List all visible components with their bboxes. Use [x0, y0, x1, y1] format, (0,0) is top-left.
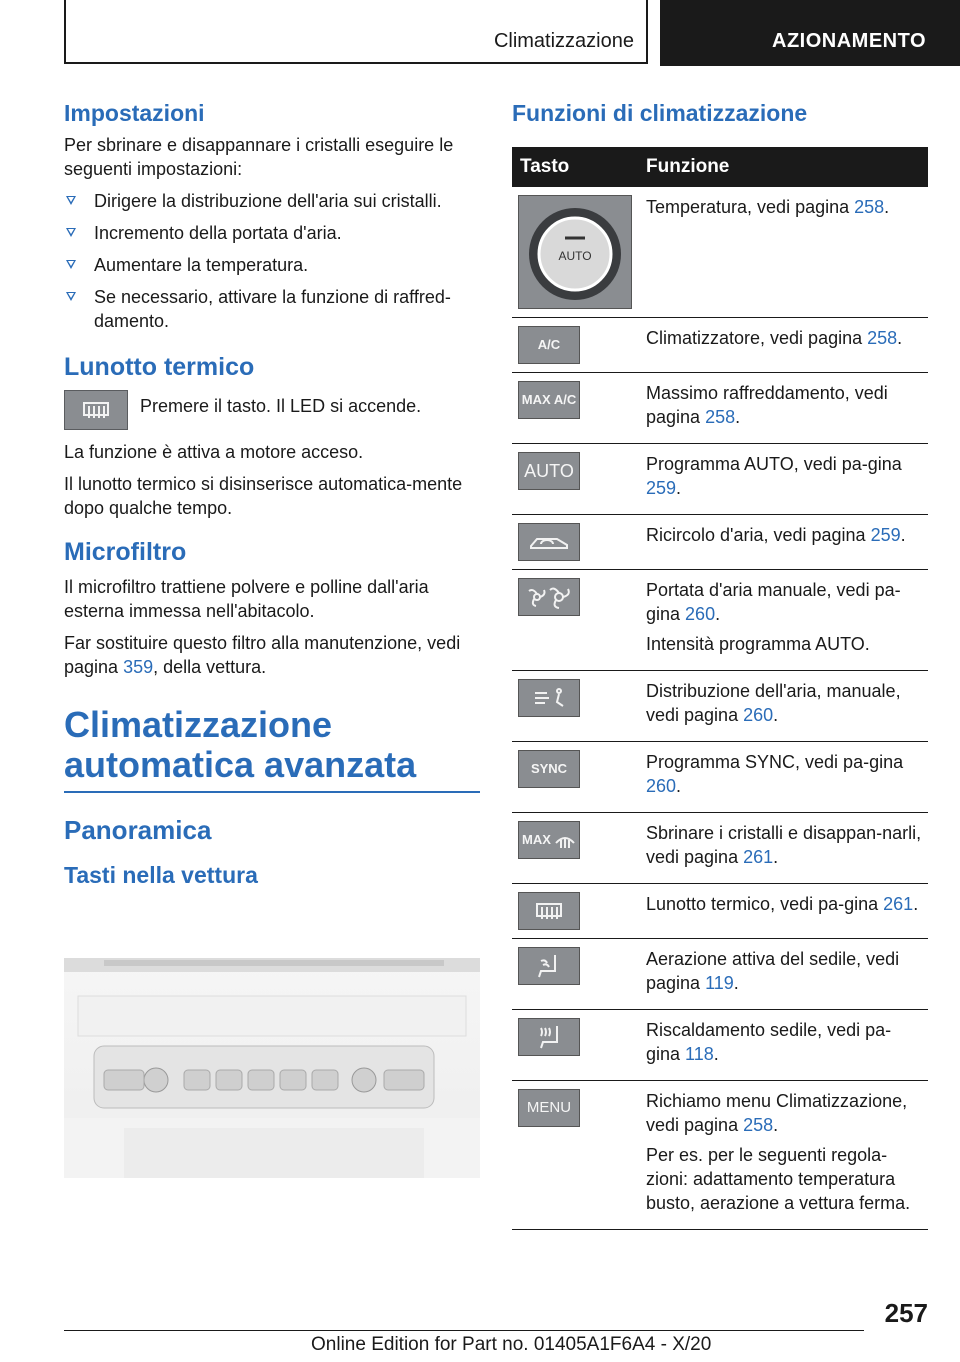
triangle-bullet-icon: [66, 228, 76, 237]
row-text: Aerazione attiva del sedile, vedi pagina 119.: [646, 949, 900, 993]
climate-panel-photo: [64, 958, 480, 1178]
functions-table: [512, 147, 928, 1230]
row-text: Ricircolo d'aria, vedi pagina 259.: [646, 525, 906, 545]
header-section-box: [64, 0, 648, 64]
microfiltro-p2: Far sostituire questo filtro alla manutenzione, vedi pagina 359, della vettura.: [64, 633, 461, 677]
page-link[interactable]: 119: [705, 973, 734, 993]
table-heading: Funzioni di climatizzazione: [512, 100, 808, 126]
sync-button-icon: SYNC: [518, 750, 580, 788]
chapter-label: AZIONAMENTO: [772, 30, 927, 52]
triangle-bullet-icon: [66, 196, 76, 205]
table-row: [512, 1010, 928, 1081]
tasti-heading: Tasti nella vettura: [64, 862, 258, 888]
panoramica-heading: Panoramica: [64, 815, 212, 845]
table-row: [512, 373, 928, 444]
page-link[interactable]: 260: [743, 705, 774, 725]
table-row: [512, 813, 928, 884]
list-item: Incremento della portata d'aria.: [64, 221, 480, 245]
page-link[interactable]: 258: [743, 1115, 774, 1135]
row-text: Temperatura, vedi pagina 258.: [646, 197, 890, 217]
table-row: [512, 444, 928, 515]
microfiltro-p1: Il microfiltro trattiene polvere e polline dall'aria esterna immessa nell'abitacolo.: [64, 577, 429, 621]
page-link[interactable]: 260: [685, 604, 716, 624]
list-item: Aumentare la temperatura.: [64, 253, 480, 277]
page-link[interactable]: 359: [123, 657, 154, 677]
lunotto-p1: La funzione è attiva a motore acceso.: [64, 442, 364, 462]
footer-divider: [64, 1330, 864, 1331]
page-link[interactable]: 260: [646, 776, 677, 796]
table-header-row: [512, 147, 928, 187]
lunotto-heading: Lunotto termico: [64, 353, 255, 381]
page-link[interactable]: 259: [646, 478, 677, 498]
rear-defrost-icon: [64, 390, 128, 430]
row-text: Lunotto termico, vedi pa-gina 261.: [646, 894, 919, 914]
auto-button-icon: AUTO: [518, 452, 580, 490]
edition-footer: Online Edition for Part no. 01405A1F6A4 - X/20: [311, 1334, 712, 1355]
row-text: Programma SYNC, vedi pa-gina 260.: [646, 752, 904, 796]
menu-button-icon: MENU: [518, 1089, 580, 1127]
main-chapter-title: Climatizzazione automatica avanzata: [64, 705, 480, 793]
row-text: Portata d'aria manuale, vedi pa-gina 260.: [646, 580, 901, 624]
fan-speed-icon: [518, 578, 580, 616]
page-link[interactable]: 118: [685, 1044, 714, 1064]
page-link[interactable]: 258: [854, 197, 885, 217]
max-ac-button-icon: MAX A/C: [518, 381, 580, 419]
right-column: [512, 100, 928, 1230]
lunotto-p2: Il lunotto termico si disinserisce automatica-mente dopo qualche tempo.: [64, 474, 463, 518]
left-column: [64, 100, 480, 895]
seat-heating-icon: [518, 1018, 580, 1056]
column-header-key: Tasto: [512, 147, 638, 187]
recirculation-icon: [518, 523, 580, 561]
table-row: [512, 318, 928, 373]
page-link[interactable]: 259: [870, 525, 901, 545]
triangle-bullet-icon: [66, 260, 76, 269]
impostazioni-steps: [64, 189, 480, 333]
table-row: [512, 515, 928, 570]
page-link[interactable]: 261: [883, 894, 914, 914]
row-text: Sbrinare i cristalli e disappan-narli, vedi pagina 261.: [646, 823, 922, 867]
impostazioni-intro: Per sbrinare e disappannare i cristalli eseguire le seguenti impostazioni:: [64, 135, 454, 179]
row-text: Programma AUTO, vedi pa-gina 259.: [646, 454, 902, 498]
page-link[interactable]: 258: [867, 328, 898, 348]
lunotto-button-text: Premere il tasto. Il LED si accende.: [140, 396, 422, 416]
chapter-tab: [660, 0, 960, 66]
max-defrost-icon: MAX: [518, 821, 580, 859]
seat-ventilation-icon: [518, 947, 580, 985]
table-row: [512, 1081, 928, 1230]
table-row: [512, 742, 928, 813]
row-extra-text: Intensità programma AUTO.: [646, 634, 870, 654]
ac-button-icon: A/C: [518, 326, 580, 364]
row-text: Massimo raffreddamento, vedi pagina 258.: [646, 383, 888, 427]
page-link[interactable]: 258: [705, 407, 736, 427]
microfiltro-heading: Microfiltro: [64, 538, 187, 566]
table-row: [512, 884, 928, 939]
triangle-bullet-icon: [66, 292, 76, 301]
section-title: Climatizzazione: [493, 30, 634, 52]
table-row: [512, 671, 928, 742]
table-row: [512, 570, 928, 671]
list-item: Se necessario, attivare la funzione di raffred-damento.: [64, 285, 480, 333]
temperature-knob-icon: [518, 195, 632, 309]
impostazioni-heading: Impostazioni: [64, 100, 205, 126]
air-distribution-icon: [518, 679, 580, 717]
row-text: Climatizzatore, vedi pagina 258.: [646, 328, 903, 348]
knob-auto-label: AUTO: [558, 249, 592, 263]
list-item: Dirigere la distribuzione dell'aria sui cristalli.: [64, 189, 480, 213]
table-row: [512, 939, 928, 1010]
row-extra-text: Per es. per le seguenti regola-zioni: adattamento temperatura busto, aerazione a vettura ferma.: [646, 1145, 911, 1213]
row-text: Richiamo menu Climatizzazione, vedi pagina 258.: [646, 1091, 908, 1135]
page-number: 257: [884, 1298, 928, 1328]
row-text: Riscaldamento sedile, vedi pa-gina 118.: [646, 1020, 892, 1064]
page-link[interactable]: 261: [743, 847, 774, 867]
lunotto-button-row: [64, 390, 480, 430]
column-header-function: Funzione: [638, 147, 928, 187]
rear-window-defrost-icon: [518, 892, 580, 930]
row-text: Distribuzione dell'aria, manuale, vedi pagina 260.: [646, 681, 901, 725]
table-row: [512, 187, 928, 318]
